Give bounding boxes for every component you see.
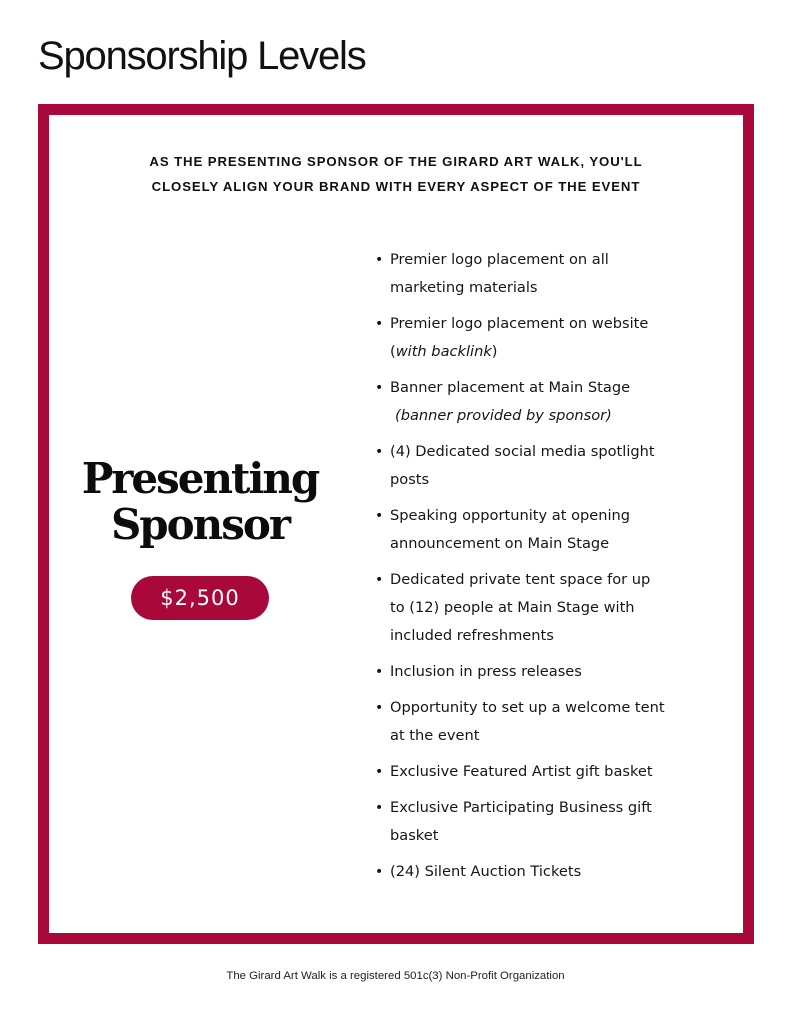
- benefit-line: [390, 402, 735, 430]
- benefit-line: Dedicated private tent space for up: [390, 571, 651, 588]
- benefit-note: with backlink: [395, 343, 492, 360]
- benefit-item: [375, 694, 735, 750]
- benefits-list: [375, 246, 735, 894]
- page-title: Sponsorship Levels: [38, 34, 366, 78]
- benefit-line: basket: [390, 827, 439, 844]
- intro-line: AS THE PRESENTING SPONSOR OF THE GIRARD ART WALK, YOU'LL: [149, 154, 643, 169]
- benefit-line: Exclusive Participating Business gift: [390, 799, 652, 816]
- benefit-line: Premier logo placement on all: [390, 251, 609, 268]
- intro-line: CLOSELY ALIGN YOUR BRAND WITH EVERY ASPECT OF THE EVENT: [151, 179, 641, 194]
- intro-text: [60, 149, 732, 199]
- benefit-item: [375, 794, 735, 850]
- benefit-note: (banner provided by sponsor): [395, 407, 612, 424]
- footer-note: The Girard Art Walk is a registered 501c(3) Non-Profit Organization: [226, 970, 565, 982]
- benefit-item: [375, 374, 735, 430]
- price-badge: $2,500: [131, 576, 269, 620]
- benefit-line: Speaking opportunity at opening: [390, 507, 631, 524]
- benefit-line: (24) Silent Auction Tickets: [390, 863, 582, 880]
- benefit-line: Inclusion in press releases: [390, 663, 582, 680]
- bullet-icon: •: [375, 252, 384, 268]
- bullet-icon: •: [375, 572, 384, 588]
- paren-open: (: [390, 343, 396, 360]
- bullet-icon: •: [375, 800, 384, 816]
- benefit-item: [375, 758, 735, 786]
- benefit-line: to (12) people at Main Stage with: [390, 599, 635, 616]
- benefit-item: [375, 310, 735, 366]
- benefit-item: [375, 658, 735, 686]
- benefit-line: marketing materials: [390, 279, 538, 296]
- bullet-icon: •: [375, 444, 384, 460]
- benefit-item: [375, 438, 735, 494]
- bullet-icon: •: [375, 316, 384, 332]
- benefit-line: announcement on Main Stage: [390, 535, 610, 552]
- level-name-line: Presenting: [81, 454, 319, 503]
- benefit-line: posts: [390, 471, 430, 488]
- bullet-icon: •: [375, 508, 384, 524]
- benefit-item: [375, 858, 735, 886]
- benefit-line: Opportunity to set up a welcome tent: [390, 699, 665, 716]
- sponsor-level-name: [74, 456, 326, 548]
- benefit-line: Banner placement at Main Stage: [390, 379, 631, 396]
- paren-close: ): [491, 343, 498, 360]
- bullet-icon: •: [375, 380, 384, 396]
- level-name-line: Sponsor: [110, 500, 290, 549]
- benefit-item: [375, 246, 735, 302]
- bullet-icon: •: [375, 700, 384, 716]
- benefit-item: [375, 502, 735, 558]
- benefit-line: [390, 338, 735, 366]
- benefit-item: [375, 566, 735, 650]
- benefit-line: at the event: [390, 727, 480, 744]
- bullet-icon: •: [375, 864, 384, 880]
- benefit-line: Exclusive Featured Artist gift basket: [390, 763, 653, 780]
- benefit-line: Premier logo placement on website: [390, 315, 649, 332]
- bullet-icon: •: [375, 664, 384, 680]
- bullet-icon: •: [375, 764, 384, 780]
- benefit-line: (4) Dedicated social media spotlight: [390, 443, 655, 460]
- benefit-line: included refreshments: [390, 627, 554, 644]
